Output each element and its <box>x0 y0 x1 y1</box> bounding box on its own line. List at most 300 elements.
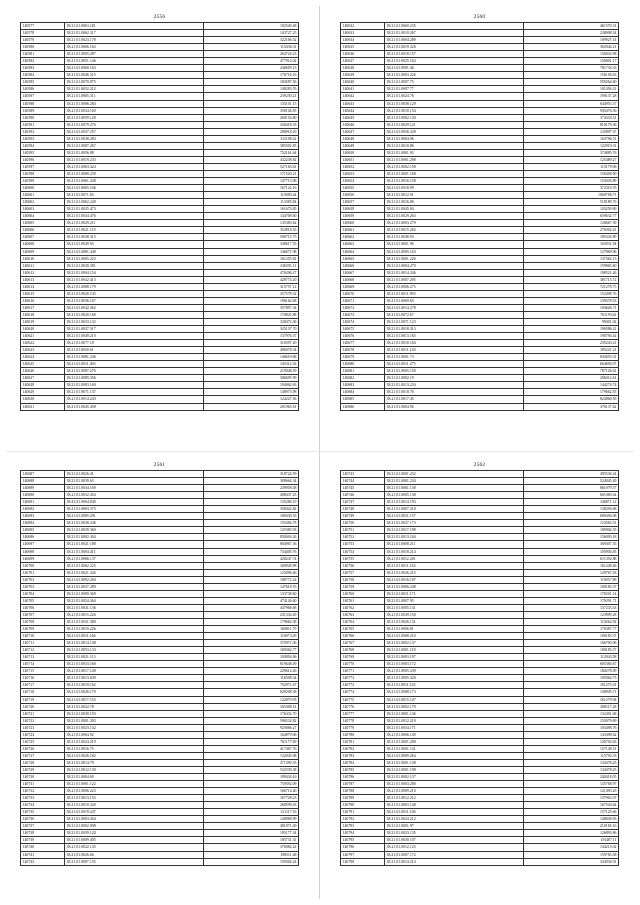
row-number-cell: 140688 <box>21 478 65 485</box>
amount-cell: 308664.34 <box>204 478 299 485</box>
amount-cell: 804967.36 <box>204 541 299 548</box>
code-cell: 38.21.01.0034.169 <box>65 485 204 492</box>
code-cell: 38.21.01.0048.93 <box>385 234 524 241</box>
code-cell: 38.21.01.0021.119 <box>65 227 204 234</box>
table-row <box>21 640 299 647</box>
code-cell: 38.21.01.0017.45 <box>385 396 524 403</box>
code-cell: 38.21.01.0011.171 <box>385 590 524 597</box>
table-row <box>341 304 619 311</box>
table-row <box>21 830 299 837</box>
amount-cell: 219048.59 <box>204 368 299 375</box>
table-row <box>341 717 619 724</box>
amount-cell: 318724.59 <box>204 471 299 478</box>
code-cell: 38.21.01.0046.315 <box>65 72 204 79</box>
table-row <box>341 618 619 625</box>
row-number-cell: 140702 <box>21 576 65 583</box>
amount-cell: 138945.71 <box>524 689 619 696</box>
table-row <box>21 269 299 276</box>
table-row <box>21 213 299 220</box>
table-row <box>21 795 299 802</box>
amount-cell: 135383.62 <box>204 220 299 227</box>
table-row <box>21 142 299 149</box>
row-number-cell: 140578 <box>21 30 65 37</box>
amount-cell: 190794.42 <box>524 333 619 340</box>
table-row <box>21 604 299 611</box>
row-number-cell: 140687 <box>21 471 65 478</box>
amount-cell: 109927.14 <box>524 37 619 44</box>
row-number-cell: 140622 <box>21 340 65 347</box>
code-cell: 38.21.01.0017.153 <box>65 696 204 703</box>
table-row <box>341 121 619 128</box>
amount-cell: 269154.80 <box>204 114 299 121</box>
table-row <box>341 333 619 340</box>
code-cell: 38.21.01.0024.76 <box>385 93 524 100</box>
code-cell: 38.21.01.0088.179 <box>65 283 204 290</box>
row-number-cell: 140665 <box>341 255 385 262</box>
table-row <box>341 534 619 541</box>
row-number-cell: 140652 <box>341 163 385 170</box>
code-cell: 38.21.01.0004.60 <box>65 774 204 781</box>
table-row <box>341 382 619 389</box>
amount-cell: 170825.88 <box>204 311 299 318</box>
code-cell: 38.21.01.0029.211 <box>65 220 204 227</box>
code-cell: 38.21.01.0025.473 <box>65 206 204 213</box>
code-cell: 38.21.01.0021.113 <box>65 654 204 661</box>
code-cell: 38.21.01.0005.320 <box>385 675 524 682</box>
row-number-cell: 140671 <box>341 297 385 304</box>
code-cell: 38.21.01.0034.160 <box>65 107 204 114</box>
amount-cell: 336418.35 <box>204 121 299 128</box>
amount-cell: 137963.07 <box>524 795 619 802</box>
table-row <box>341 555 619 562</box>
amount-cell: 198511.48 <box>204 851 299 858</box>
table-row <box>341 128 619 135</box>
row-number-cell: 140589 <box>21 107 65 114</box>
code-cell: 38.21.01.0063.424 <box>65 163 204 170</box>
code-cell: 38.21.01.0010.86 <box>385 142 524 149</box>
table-row <box>21 37 299 44</box>
amount-cell: 179291.71 <box>524 597 619 604</box>
amount-cell: 231334.29 <box>204 611 299 618</box>
row-number-cell: 140679 <box>341 354 385 361</box>
row-number-cell: 140649 <box>341 142 385 149</box>
amount-cell: 843655.31 <box>524 354 619 361</box>
row-number-cell: 140722 <box>21 717 65 724</box>
row-number-cell: 140585 <box>21 79 65 86</box>
code-cell: 38.21.01.0024.212 <box>385 816 524 823</box>
table-row <box>21 823 299 830</box>
amount-cell: 159965.60 <box>524 262 619 269</box>
amount-cell: 476206.27 <box>204 269 299 276</box>
amount-cell: 125096.46 <box>204 569 299 576</box>
amount-cell: 432238.82 <box>204 156 299 163</box>
table-row <box>341 830 619 837</box>
code-cell: 38.21.01.0004.270 <box>385 262 524 269</box>
code-cell: 38.21.01.0083.160 <box>65 382 204 389</box>
table-row <box>21 318 299 325</box>
amount-cell: 474126.60 <box>204 597 299 604</box>
table-row <box>21 745 299 752</box>
row-number-cell: 140755 <box>341 555 385 562</box>
amount-cell: 206012.61 <box>524 375 619 382</box>
code-cell: 38.21.01.0012.01 <box>385 192 524 199</box>
code-cell: 38.21.01.0008.173 <box>385 689 524 696</box>
row-number-cell: 140689 <box>21 485 65 492</box>
amount-cell: 194062.63 <box>204 382 299 389</box>
table-row <box>21 696 299 703</box>
row-number-cell: 140792 <box>341 816 385 823</box>
table-row <box>341 361 619 368</box>
table-row <box>21 703 299 710</box>
amount-cell: 375971.36 <box>204 640 299 647</box>
amount-cell: 357897.34 <box>204 304 299 311</box>
amount-cell: 159304.24 <box>204 858 299 865</box>
row-number-cell: 140588 <box>21 100 65 107</box>
row-number-cell: 140794 <box>341 830 385 837</box>
amount-cell: 447968.68 <box>204 604 299 611</box>
table-row <box>341 738 619 745</box>
amount-cell: 236591.11 <box>204 262 299 269</box>
amount-cell: 105964.75 <box>524 675 619 682</box>
amount-cell: 161279.94 <box>524 696 619 703</box>
table-row <box>21 199 299 206</box>
code-cell: 38.21.01.0004.154 <box>65 269 204 276</box>
row-number-cell: 140776 <box>341 703 385 710</box>
row-number-cell: 140630 <box>21 396 65 403</box>
row-number-cell: 140615 <box>21 290 65 297</box>
table-row <box>341 354 619 361</box>
code-cell: 38.21.01.0001.122 <box>65 781 204 788</box>
amount-cell: 167122.16 <box>204 185 299 192</box>
table-row <box>341 604 619 611</box>
table-row <box>341 58 619 65</box>
code-cell: 38.21.01.0031.157 <box>385 513 524 520</box>
table-row <box>21 135 299 142</box>
table-row <box>341 745 619 752</box>
amount-cell: 127869.96 <box>524 248 619 255</box>
code-cell: 38.21.01.0037.317 <box>65 326 204 333</box>
table-row <box>21 361 299 368</box>
table-row <box>341 478 619 485</box>
amount-cell: 166700.96 <box>524 640 619 647</box>
table-row <box>21 569 299 576</box>
row-number-cell: 140714 <box>21 661 65 668</box>
code-cell: 38.21.01.0087.267 <box>65 142 204 149</box>
amount-cell: 135101.15 <box>204 100 299 107</box>
row-number-cell: 140586 <box>21 86 65 93</box>
table-row <box>21 368 299 375</box>
code-cell: 38.21.01.0079.276 <box>65 121 204 128</box>
table-row <box>21 100 299 107</box>
code-cell: 38.21.01.0039.120 <box>65 830 204 837</box>
amount-cell: 208117.28 <box>524 703 619 710</box>
code-cell: 38.21.01.0001.118 <box>385 647 524 654</box>
amount-cell: 143727.25 <box>204 30 299 37</box>
amount-cell: 123999.28 <box>524 611 619 618</box>
table-row <box>21 752 299 759</box>
row-number-cell: 140603 <box>21 206 65 213</box>
code-cell: 38.21.01.0025.163 <box>385 58 524 65</box>
row-number-cell: 140770 <box>341 661 385 668</box>
code-cell: 38.21.01.0049.210 <box>65 333 204 340</box>
row-number-cell: 140651 <box>341 156 385 163</box>
table-row <box>21 79 299 86</box>
code-cell: 38.21.01.0045.84 <box>385 206 524 213</box>
code-cell: 38.21.01.0011.275 <box>385 361 524 368</box>
amount-cell: 858404.26 <box>204 534 299 541</box>
amount-cell: 428774.20 <box>204 276 299 283</box>
row-number-cell: 140590 <box>21 114 65 121</box>
table-row <box>341 513 619 520</box>
row-number-cell: 140677 <box>341 340 385 347</box>
code-cell: 38.21.01.0012.212 <box>385 795 524 802</box>
row-number-cell: 140650 <box>341 149 385 156</box>
table-row <box>341 311 619 318</box>
code-cell: 38.21.01.0014.243 <box>65 396 204 403</box>
amount-cell: 135487.11 <box>524 837 619 844</box>
amount-cell: 135286.19 <box>204 499 299 506</box>
table-row <box>21 241 299 248</box>
amount-cell: 134478.25 <box>524 766 619 773</box>
panel-title: 2561 <box>153 462 166 468</box>
table-row <box>341 527 619 534</box>
table-row <box>21 618 299 625</box>
row-number-cell: 140703 <box>21 583 65 590</box>
table-row <box>341 788 619 795</box>
code-cell: 38.21.01.0081.448 <box>65 248 204 255</box>
amount-cell: 101456.21 <box>524 86 619 93</box>
amount-cell: 100183.37 <box>524 647 619 654</box>
amount-cell: 358104.85 <box>204 107 299 114</box>
code-cell: 38.21.01.0001.200 <box>385 738 524 745</box>
row-number-cell: 140761 <box>341 597 385 604</box>
amount-cell: 381971.49 <box>204 823 299 830</box>
table-row <box>21 576 299 583</box>
table-row <box>21 65 299 72</box>
code-cell: 38.21.01.0006.149 <box>385 731 524 738</box>
amount-cell: 126667.39 <box>524 220 619 227</box>
table-row <box>21 389 299 396</box>
amount-cell: 240659.13 <box>204 65 299 72</box>
amount-cell: 156043.98 <box>524 51 619 58</box>
row-number-cell: 140695 <box>21 527 65 534</box>
code-cell: 38.21.01.0086.284 <box>65 100 204 107</box>
row-number-cell: 140797 <box>341 851 385 858</box>
row-number-cell: 140696 <box>21 534 65 541</box>
code-cell: 38.21.01.0026.41 <box>65 471 204 478</box>
row-number-cell: 140780 <box>341 731 385 738</box>
code-cell: 38.21.01.0039.391 <box>65 262 204 269</box>
row-number-cell: 140712 <box>21 647 65 654</box>
code-cell: 38.21.01.0036.167 <box>65 297 204 304</box>
row-number-cell: 140751 <box>341 527 385 534</box>
code-cell: 38.21.01.0013.234 <box>385 382 524 389</box>
code-cell: 38.21.01.0063.375 <box>65 506 204 513</box>
code-cell: 38.21.01.0016.75 <box>65 745 204 752</box>
table-row <box>21 851 299 858</box>
table-row <box>341 326 619 333</box>
code-cell: 38.21.01.0014.193 <box>385 499 524 506</box>
amount-cell: 132491.68 <box>524 710 619 717</box>
code-cell: 38.21.01.0005.138 <box>385 492 524 499</box>
table-row <box>341 809 619 816</box>
amount-cell: 179662.55 <box>524 389 619 396</box>
code-cell: 38.21.01.0020.168 <box>65 311 204 318</box>
row-number-cell: 140768 <box>341 647 385 654</box>
code-cell: 38.21.01.0011.093 <box>385 290 524 297</box>
amount-cell: 372310.76 <box>524 185 619 192</box>
row-number-cell: 140591 <box>21 121 65 128</box>
row-number-cell: 140779 <box>341 724 385 731</box>
row-number-cell: 140655 <box>341 185 385 192</box>
row-number-cell: 140583 <box>21 65 65 72</box>
table-row <box>341 633 619 640</box>
table-row <box>341 837 619 844</box>
row-number-cell: 140773 <box>341 682 385 689</box>
row-number-cell: 140742 <box>21 858 65 865</box>
table-row <box>341 86 619 93</box>
row-number-cell: 140612 <box>21 269 65 276</box>
row-number-cell: 140634 <box>341 37 385 44</box>
amount-cell: 112943.58 <box>524 654 619 661</box>
table-row <box>341 255 619 262</box>
table-row <box>21 72 299 79</box>
amount-cell: 156001.17 <box>524 58 619 65</box>
code-cell: 38.21.01.0011.106 <box>385 809 524 816</box>
code-cell: 38.21.01.0009.405 <box>65 837 204 844</box>
table-row <box>21 227 299 234</box>
row-number-cell: 140709 <box>21 626 65 633</box>
code-cell: 38.21.01.0015.147 <box>385 696 524 703</box>
code-cell: 38.21.01.0005.163 <box>385 248 524 255</box>
code-cell: 38.21.01.0005.131 <box>385 604 524 611</box>
code-cell: 38.21.01.0010.76 <box>385 389 524 396</box>
code-cell: 38.21.01.0006.223 <box>65 788 204 795</box>
table-row <box>341 611 619 618</box>
code-cell: 38.21.01.0001.298 <box>385 156 524 163</box>
code-cell: 38.21.01.0080.239 <box>65 170 204 177</box>
row-number-cell: 140732 <box>21 788 65 795</box>
table-row <box>21 520 299 527</box>
row-number-cell: 140637 <box>341 58 385 65</box>
row-number-cell: 140786 <box>341 774 385 781</box>
code-cell: 38.21.01.0001.131 <box>385 745 524 752</box>
table-row <box>21 527 299 534</box>
row-number-cell: 140766 <box>341 633 385 640</box>
code-cell: 38.21.01.0056.328 <box>385 128 524 135</box>
table-row <box>21 290 299 297</box>
row-number-cell: 140664 <box>341 248 385 255</box>
table-row <box>21 178 299 185</box>
table-row <box>21 682 299 689</box>
code-cell: 38.21.01.0011.145 <box>385 682 524 689</box>
code-cell: 38.21.01.0007.77 <box>385 86 524 93</box>
row-number-cell: 140676 <box>341 333 385 340</box>
row-number-cell: 140720 <box>21 703 65 710</box>
code-cell: 38.21.01.0065.106 <box>65 185 204 192</box>
table-row <box>341 72 619 79</box>
table-row <box>341 569 619 576</box>
row-number-cell: 140708 <box>21 618 65 625</box>
amount-cell: 229614.26 <box>204 668 299 675</box>
code-cell: 38.21.01.0001.226 <box>385 255 524 262</box>
row-number-cell: 140763 <box>341 611 385 618</box>
row-number-cell: 140777 <box>341 710 385 717</box>
code-cell: 38.21.01.0009.210 <box>385 788 524 795</box>
table-row <box>341 752 619 759</box>
row-number-cell: 140674 <box>341 318 385 325</box>
code-cell: 38.21.01.0024.219 <box>65 738 204 745</box>
row-number-cell: 140741 <box>21 851 65 858</box>
amount-cell: 124227.56 <box>204 396 299 403</box>
code-cell: 38.21.01.0019.326 <box>385 44 524 51</box>
row-number-cell: 140579 <box>21 37 65 44</box>
table-row <box>341 30 619 37</box>
table-row <box>341 149 619 156</box>
row-number-cell: 140640 <box>341 79 385 86</box>
row-number-cell: 140631 <box>21 403 65 410</box>
table-row <box>21 597 299 604</box>
table-row <box>21 485 299 492</box>
code-cell: 38.21.01.0014.79 <box>65 759 204 766</box>
table-row <box>341 156 619 163</box>
amount-cell: 160928.98 <box>204 562 299 569</box>
amount-cell: 358422.82 <box>204 506 299 513</box>
table-row <box>341 844 619 851</box>
amount-cell: 153079.69 <box>524 717 619 724</box>
code-cell: 38.21.01.0014.278 <box>385 304 524 311</box>
amount-cell: 235243.21 <box>524 340 619 347</box>
table-row <box>21 248 299 255</box>
row-number-cell: 140790 <box>341 802 385 809</box>
amount-cell: 328472.36 <box>204 318 299 325</box>
code-cell: 38.21.01.0037.257 <box>65 128 204 135</box>
amount-cell: 689456.08 <box>524 513 619 520</box>
table-row <box>21 163 299 170</box>
code-cell: 38.21.01.0039.150 <box>385 611 524 618</box>
code-cell: 38.21.01.0002.137 <box>385 640 524 647</box>
row-number-cell: 140753 <box>341 541 385 548</box>
row-number-cell: 140593 <box>21 135 65 142</box>
row-number-cell: 140607 <box>21 234 65 241</box>
table-row <box>21 633 299 640</box>
row-number-cell: 140758 <box>341 576 385 583</box>
column-divider <box>319 6 320 899</box>
row-number-cell: 140711 <box>21 640 65 647</box>
table-row <box>341 65 619 72</box>
amount-cell: 169362.77 <box>204 647 299 654</box>
amount-cell: 104904.06 <box>204 654 299 661</box>
amount-cell: 179662.38 <box>204 618 299 625</box>
row-number-cell: 140749 <box>341 513 385 520</box>
amount-cell: 311108.22 <box>204 135 299 142</box>
table-row <box>341 541 619 548</box>
table-row <box>341 375 619 382</box>
table-row <box>21 333 299 340</box>
table-row <box>21 590 299 597</box>
code-cell: 38.21.01.0026.170 <box>65 689 204 696</box>
table-row <box>341 823 619 830</box>
amount-cell: 190137.28 <box>524 93 619 100</box>
amount-cell: 137233.33 <box>524 604 619 611</box>
code-cell: 38.21.01.0085.356 <box>65 375 204 382</box>
code-cell: 38.21.01.0001.138 <box>385 485 524 492</box>
row-number-cell: 140754 <box>341 548 385 555</box>
table-row <box>21 774 299 781</box>
row-number-cell: 140644 <box>341 107 385 114</box>
amount-cell: 100183.37 <box>524 583 619 590</box>
row-number-cell: 140690 <box>21 492 65 499</box>
